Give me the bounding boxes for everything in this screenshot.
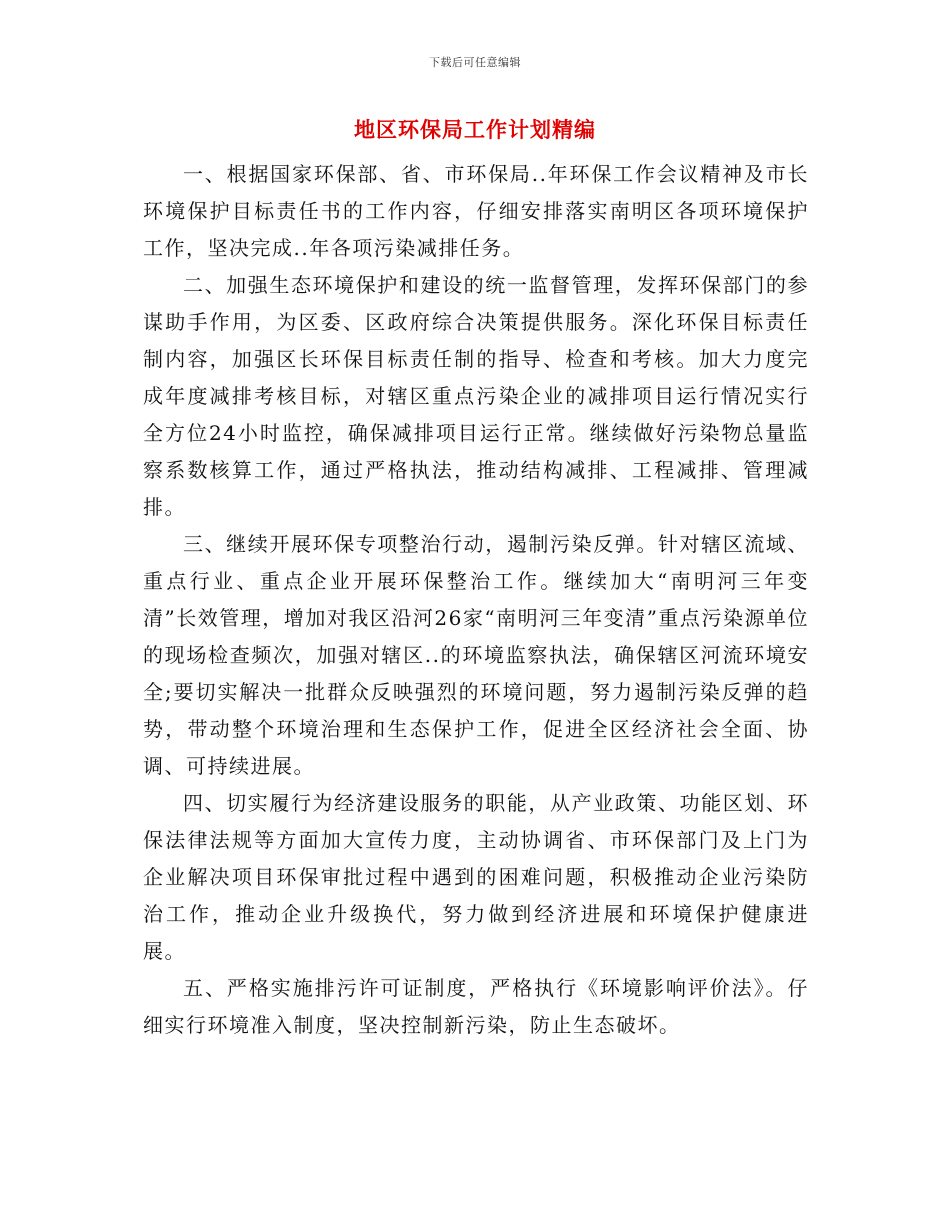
paragraph-2: 二、加强生态环境保护和建设的统一监督管理，发挥环保部门的参谋助手作用，为区委、区政府综合决策提供服务。深化环保目标责任制内容，加强区长环保目标责任制的指导、检查和考核。加大力度完成年度减排考核目标，对辖区重点污染企业的减排项目运行情况实行全方位24小时监控，确保减排项目运行正常。继续做好污染物总量监察系数核算工作，通过严格执法，推动结构减排、工程减排、管理减排。 bbox=[143, 273, 809, 519]
document-body bbox=[143, 156, 809, 1044]
paragraph-3: 三、继续开展环保专项整治行动，遏制污染反弹。针对辖区流域、重点行业、重点企业开展环保整治工作。继续加大“南明河三年变清”长效管理，增加对我区沿河26家“南明河三年变清”重点污染源单位的现场检查频次，加强对辖区..的环境监察执法，确保辖区河流环境安全;要切实解决一批群众反映强烈的环境问题，努力遏制污染反弹的趋势，带动整个环境治理和生态保护工作，促进全区经济社会全面、协调、可持续进展。 bbox=[143, 532, 809, 778]
paragraph-1: 一、根据国家环保部、省、市环保局..年环保工作会议精神及市长环境保护目标责任书的工作内容，仔细安排落实南明区各项环境保护工作，坚决完成..年各项污染减排任务。 bbox=[143, 162, 809, 260]
paragraph-5: 五、严格实施排污许可证制度，严格执行《环境影响评价法》。仔细实行环境准入制度，坚决控制新污染，防止生态破坏。 bbox=[143, 976, 809, 1037]
paragraph-4: 四、切实履行为经济建设服务的职能，从产业政策、功能区划、环保法律法规等方面加大宣传力度，主动协调省、市环保部门及上门为企业解决项目环保审批过程中遇到的困难问题，积极推动企业污染防治工作，推动企业升级换代，努力做到经济进展和环境保护健康进展。 bbox=[143, 791, 809, 963]
document-title: 地区环保局工作计划精编 bbox=[354, 117, 596, 142]
page-header-note: 下载后可任意编辑 bbox=[429, 56, 521, 69]
